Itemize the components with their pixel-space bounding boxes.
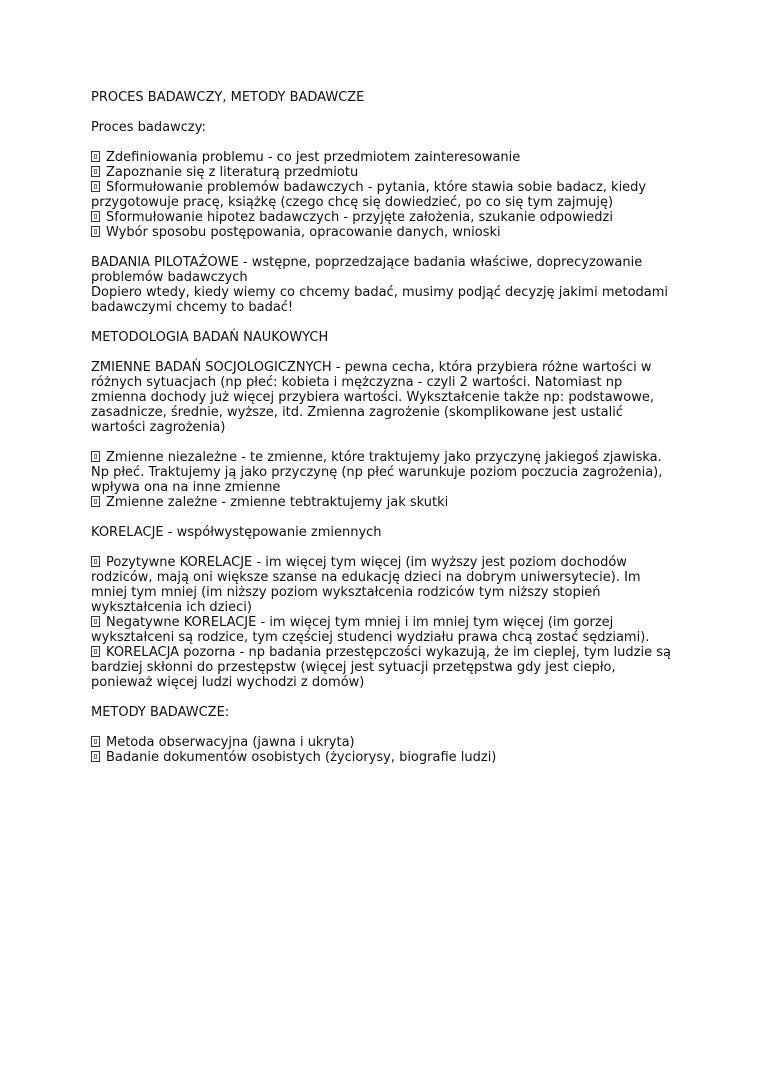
section-heading	[91, 525, 671, 540]
method-list-item	[91, 735, 671, 750]
paragraph-line-text: Dopiero wtedy, kiedy wiemy co chcemy badać, musimy podjąć decyzję jakimi metodami	[91, 285, 669, 300]
correlation-list-item-text: wykształceni są rodzice, tym częściej studenci wydziału prawa chcą zostać sędziami).	[91, 630, 650, 645]
process-list-item-text: Sformułowanie hipotez badawczych - przyjęte założenia, szukanie odpowiedzi	[106, 210, 613, 225]
variable-list-item-text: Np płeć. Traktujemy ją jako przyczynę (np płeć warunkuje poziom poczucia zagrożenia),	[91, 465, 663, 480]
section-heading-text: METODOLOGIA BADAŃ NAUKOWYCH	[91, 330, 329, 345]
spacer	[91, 315, 671, 330]
bullet-icon	[91, 181, 100, 192]
method-list-item-text: Badanie dokumentów osobistych (życiorysy, biografie ludzi)	[106, 750, 497, 765]
process-list-item	[91, 210, 671, 225]
spacer	[91, 690, 671, 705]
paragraph-line	[91, 270, 671, 285]
paragraph-line	[91, 255, 671, 270]
process-list-item	[91, 150, 671, 165]
paragraph-line-text: wartości zagrożenia)	[91, 420, 226, 435]
correlation-list-item	[91, 615, 671, 630]
correlation-list-item-text: wykształcenia ich dzieci)	[91, 600, 252, 615]
paragraph-line-text: zasadnicze, średnie, wyższe, itd. Zmienna zagrożenie (skomplikowane jest ustalić	[91, 405, 623, 420]
correlation-list-item	[91, 660, 671, 675]
spacer	[91, 105, 671, 120]
correlation-list-item	[91, 645, 671, 660]
spacer	[91, 720, 671, 735]
section-heading-text: Proces badawczy:	[91, 120, 206, 135]
document-page	[91, 90, 671, 765]
paragraph-line-text: zmienna dochody już więcej przybiera wartości. Wykształcenie także np: podstawowe,	[91, 390, 654, 405]
process-list-item	[91, 225, 671, 240]
variable-list-item	[91, 480, 671, 495]
process-list-item	[91, 180, 671, 195]
section-heading	[91, 120, 671, 135]
section-heading	[91, 330, 671, 345]
variable-list-item-text: Zmienne zależne - zmienne tebtraktujemy jak skutki	[106, 495, 449, 510]
spacer	[91, 510, 671, 525]
paragraph-line-text: ZMIENNE BADAŃ SOCJOLOGICZNYCH - pewna cecha, która przybiera różne wartości w	[91, 360, 652, 375]
bullet-icon	[91, 226, 100, 237]
bullet-icon	[91, 496, 100, 507]
paragraph-line-text: problemów badawczych	[91, 270, 248, 285]
paragraph-line	[91, 285, 671, 300]
paragraph-line	[91, 390, 671, 405]
section-heading-text: METODY BADAWCZE:	[91, 705, 230, 720]
method-list-item-text: Metoda obserwacyjna (jawna i ukryta)	[106, 735, 355, 750]
correlation-list-item	[91, 555, 671, 570]
paragraph-line-text: badawczymi chcemy to badać!	[91, 300, 294, 315]
paragraph-line-text: BADANIA PILOTAŻOWE - wstępne, poprzedzające badania właściwe, doprecyzowanie	[91, 255, 643, 270]
correlation-list-item-text: Negatywne KORELACJE - im więcej tym mniej i im mniej tym więcej (im gorzej	[106, 615, 614, 630]
process-list-item-text: Zapoznanie się z literaturą przedmiotu	[106, 165, 359, 180]
variable-list-item-text: Zmienne niezależne - te zmienne, które traktujemy jako przyczynę jakiegoś zjawiska.	[106, 450, 662, 465]
correlation-list-item	[91, 570, 671, 585]
correlation-list-item-text: bardziej skłonni do przestępstw (więcej jest sytuacji przetępstwa gdy jest ciepło,	[91, 660, 616, 675]
variable-list-item	[91, 450, 671, 465]
process-list-item	[91, 195, 671, 210]
process-list-item-text: przygotowuje pracę, książkę (czego chcę się dowiedzieć, po co się tym zajmuję)	[91, 195, 614, 210]
paragraph-line	[91, 300, 671, 315]
correlation-list-item-text: mniej tym mniej (im niższy poziom wykształcenia rodziców tym niższy stopień	[91, 585, 601, 600]
bullet-icon	[91, 616, 100, 627]
paragraph-line-text: różnych sytuacjach (np płeć: kobieta i mężczyzna - czyli 2 wartości. Natomiast np	[91, 375, 623, 390]
bullet-icon	[91, 646, 100, 657]
paragraph-line	[91, 405, 671, 420]
paragraph-line	[91, 420, 671, 435]
bullet-icon	[91, 736, 100, 747]
process-list-item-text: Sformułowanie problemów badawczych - pytania, które stawia sobie badacz, kiedy	[106, 180, 647, 195]
bullet-icon	[91, 211, 100, 222]
document-title	[91, 90, 671, 105]
correlation-list-item-text: ponieważ więcej ludzi wychodzi z domów)	[91, 675, 365, 690]
bullet-icon	[91, 151, 100, 162]
spacer	[91, 345, 671, 360]
correlation-list-item-text: KORELACJA pozorna - np badania przestępczości wykazują, że im cieplej, tym ludzie są	[106, 645, 671, 660]
paragraph-line	[91, 375, 671, 390]
section-heading	[91, 705, 671, 720]
correlation-list-item-text: rodziców, mają oni większe szanse na edukację dzieci na dobrym uniwersytecie). Im	[91, 570, 641, 585]
method-list-item	[91, 750, 671, 765]
bullet-icon	[91, 451, 100, 462]
bullet-icon	[91, 751, 100, 762]
correlation-list-item	[91, 630, 671, 645]
process-list-item-text: Zdefiniowania problemu - co jest przedmiotem zainteresowanie	[106, 150, 521, 165]
bullet-icon	[91, 556, 100, 567]
spacer	[91, 240, 671, 255]
process-list-item-text: Wybór sposobu postępowania, opracowanie danych, wnioski	[106, 225, 501, 240]
correlation-list-item	[91, 675, 671, 690]
variable-list-item	[91, 495, 671, 510]
variable-list-item-text: wpływa ona na inne zmienne	[91, 480, 281, 495]
spacer	[91, 435, 671, 450]
document-title-text: PROCES BADAWCZY, METODY BADAWCZE	[91, 90, 365, 105]
process-list-item	[91, 165, 671, 180]
correlation-list-item-text: Pozytywne KORELACJE - im więcej tym więcej (im wyższy jest poziom dochodów	[106, 555, 627, 570]
correlation-list-item	[91, 600, 671, 615]
correlation-list-item	[91, 585, 671, 600]
spacer	[91, 135, 671, 150]
paragraph-line	[91, 360, 671, 375]
variable-list-item	[91, 465, 671, 480]
bullet-icon	[91, 166, 100, 177]
spacer	[91, 540, 671, 555]
section-heading-text: KORELACJE - współwystępowanie zmiennych	[91, 525, 382, 540]
